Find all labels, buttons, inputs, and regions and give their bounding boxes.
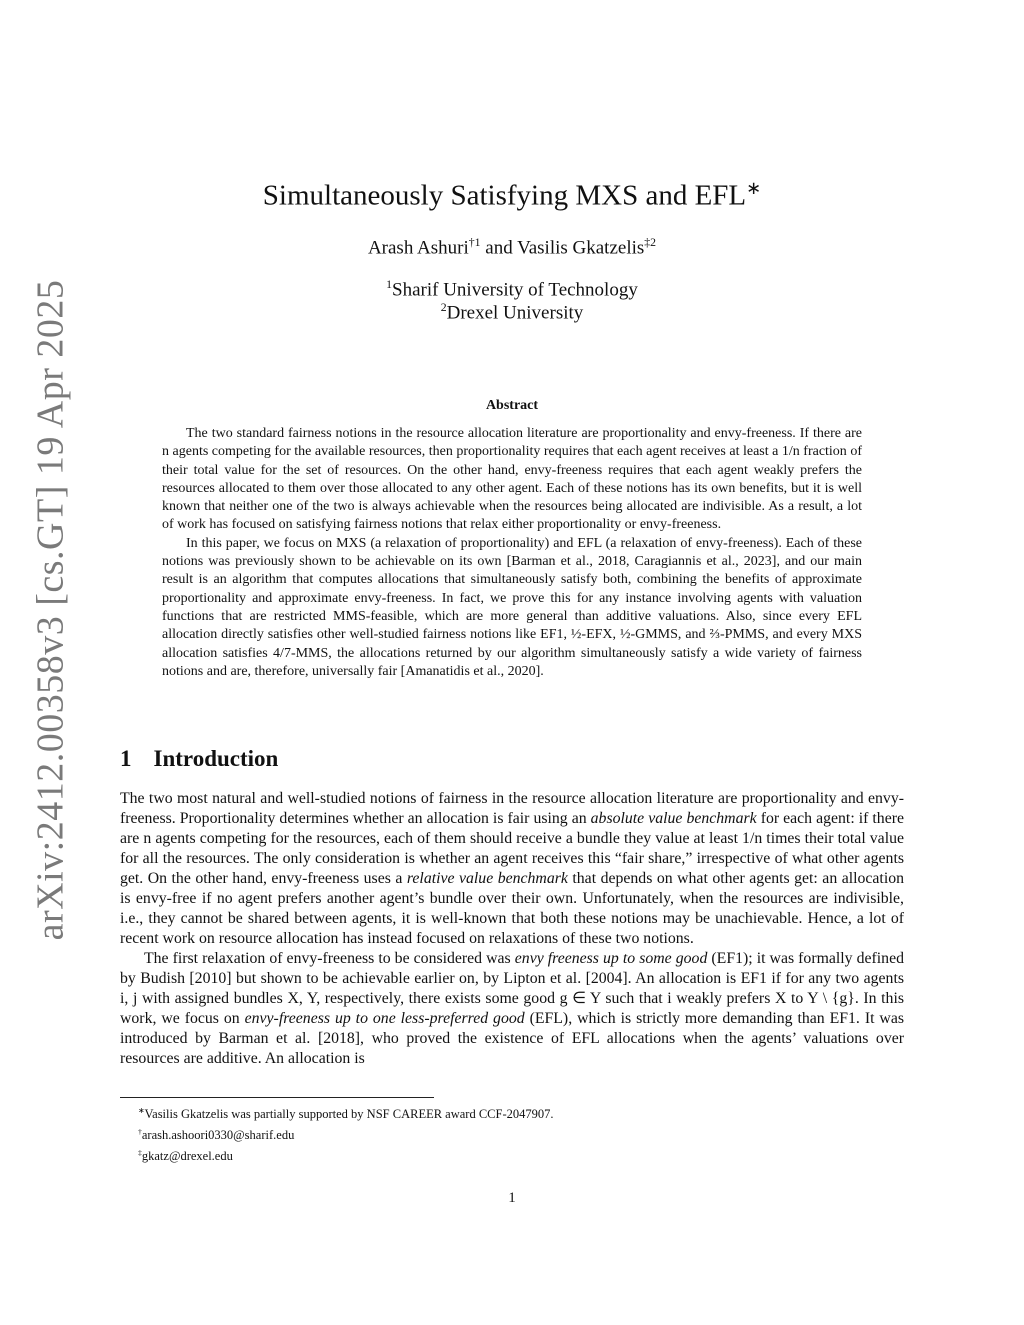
footnote-divider [120,1097,434,1098]
affiliation-1 [0,278,1024,301]
title-footnote-mark: ∗ [746,178,762,198]
author-ashuri: Arash Ashuri [367,237,469,259]
intro-p2-text-a: The first relaxation of envy-freeness to be considered was [144,950,515,967]
abstract-heading: Abstract [485,398,539,413]
author-gkatzelis: Vasilis Gkatzelis [517,237,645,259]
intro-p1-text-b: for each agent: if there are n agents competing for the resources, each of them should receive a bundle they value at least 1/n times their total value for all the resources. The only consideration is whether an agent receives this “fair share,” irrespective of what other agents get. On the other hand, envy-freeness uses a [120,810,904,887]
intro-paragraph-1 [120,789,904,949]
footnote-email-gkatzelis [120,1144,904,1165]
affiliation-2-name: Drexel University [446,302,584,324]
author-ashuri-mark: †1 [468,236,481,249]
footnote-funding-mark: ∗ [138,1106,145,1115]
author-connector: and [480,237,518,259]
abstract-paragraph-2: In this paper, we focus on MXS (a relaxation of proportionality) and EFL (a relaxation of envy-freeness). Each of these notions was previously shown to be achievable on its own [Barman et al., 2018, Caragiannis et al., 2023], and our main result is an algorithm that computes allocations that simultaneously satisfy both, combining the benefits of approximate proportionality and approximate envy-freeness. In fact, we prove this for any instance involving agents with valuation functions that are restricted MMS-feasible, which are more general than additive valuations. Also, since every EFL allocation directly satisfies other well-studied fairness notions like EF1, ½-EFX, ½-GMMS, and ⅔-PMMS, and every MXS allocation satisfies 4/7-MMS, the allocations returned by our algorithm simultaneously satisfy a wide variety of fairness notions and are, therefore, universally fair [Amanatidis et al., 2020]. [162,535,862,679]
intro-p1-emphasis-1: absolute value benchmark [590,810,757,827]
intro-paragraph-2 [120,949,904,1069]
intro-p1-emphasis-2: relative value benchmark [406,870,568,887]
intro-p2-text-b: (EF1); it was formally defined by Budish [2010] but shown to be achievable earlier on, by Lipton et al. [2004]. An allocation is EF1 if for any two agents i, j with assigned bundles X, Y, respectively, there exists some good g ∈ Y such that i weakly prefers X to Y \ {g}. In this work, we focus on [120,950,904,1027]
intro-p2-emphasis-2: envy-freeness up to one less-preferred good [244,1010,525,1027]
author-gkatzelis-mark: ‡2 [644,236,657,249]
section-number: 1 [120,746,132,771]
footnotes [120,1102,904,1165]
title-text: Simultaneously Satisfying MXS and EFL [262,179,747,212]
section-title: Introduction [153,746,279,771]
footnote-funding-text: Vasilis Gkatzelis was partially supported by NSF CAREER award CCF-2047907. [144,1107,554,1122]
intro-p2-text-c: (EFL), which is strictly more demanding than EF1. It was introduced by Barman et al. [2018], who proved the existence of EFL allocations when the agents’ valuations over resources are additive. An allocation is [120,1010,904,1067]
affiliation-2 [0,301,1024,324]
abstract-paragraph-1: The two standard fairness notions in the resource allocation literature are proportionality and envy-freeness. If there are n agents competing for the available resources, then proportionality requires that each agent receives at least a 1/n fraction of their total value for the set of resources. On the other hand, envy-freeness requires that each agent weakly prefers the resources allocated to them over those allocated to any other agent. Each of these notions has its own benefits, but it is well known that neither one of the two is always achievable when the resources being allocated are indivisible. As a result, a lot of work has focused on satisfying fairness notions that relax either proportionality or envy-freeness. [162,426,862,533]
footnote-email-ashuri-text: arash.ashoori0330@sharif.edu [141,1128,295,1143]
footnote-email-gkatzelis-text: gkatz@drexel.edu [141,1149,233,1164]
arxiv-identifier: arXiv:2412.00358v3 [cs.GT] 19 Apr 2025 [29,279,72,941]
introduction-body [120,789,904,1069]
intro-p1-text-a: The two most natural and well-studied notions of fairness in the resource allocation literature are proportionality and envy-freeness. Proportionality determines whether an allocation is fair using an [120,790,904,827]
abstract [162,425,862,681]
intro-p1-text-c: that depends on what other agents get: an allocation is envy-free if no agent prefers another agent’s bundle over their own. Unfortunately, when the resources are indivisible, i.e., they cannot be shared between agents, it is well-known that both these notions may be unachievable. Hence, a lot of recent work on resource allocation has instead focused on relaxations of these two notions. [120,870,905,947]
section-heading [120,746,278,772]
footnote-funding [120,1102,904,1123]
footnote-email-gkatzelis-mark: ‡ [138,1148,142,1158]
intro-p2-emphasis-1: envy freeness up to some good [514,950,708,967]
footnote-email-ashuri-mark: † [138,1127,142,1137]
footnote-email-ashuri [120,1123,904,1144]
affiliation-1-name: Sharif University of Technology [392,279,638,301]
paper-title [0,178,1024,213]
page-number: 1 [508,1190,516,1206]
author-line [0,236,1024,259]
affiliation-1-mark: 1 [386,278,393,291]
affiliation-2-mark: 2 [440,301,447,314]
